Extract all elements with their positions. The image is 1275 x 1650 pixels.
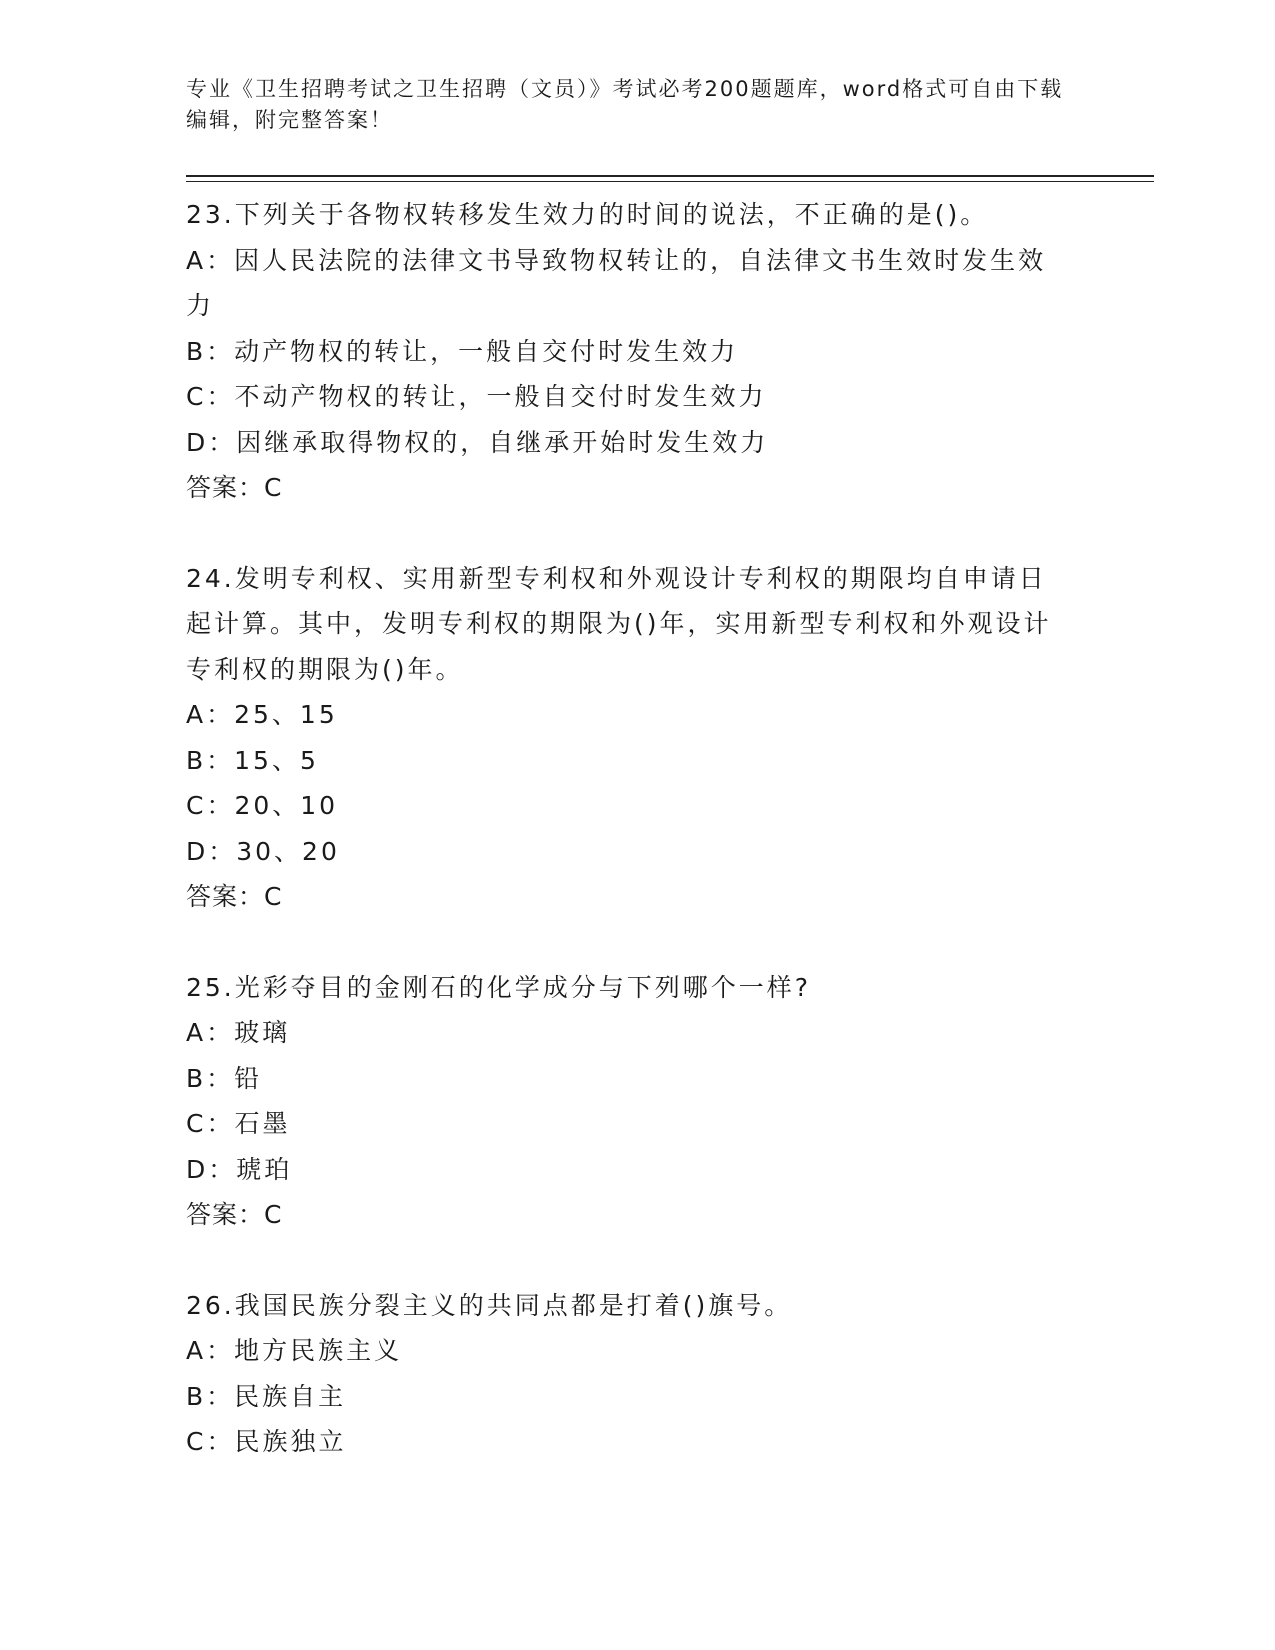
header-divider-thin bbox=[186, 181, 1154, 182]
option-b: B：民族自主 bbox=[186, 1381, 347, 1411]
option-d: D：30、20 bbox=[186, 836, 340, 866]
question-26 bbox=[186, 1283, 1086, 1465]
answer-line: 答案：C bbox=[186, 1200, 283, 1229]
question-spacer bbox=[186, 511, 1086, 556]
option-d: D：琥珀 bbox=[186, 1154, 293, 1184]
option-b: B：15、5 bbox=[186, 745, 319, 775]
option-a: A：因人民法院的法律文书导致物权转让的，自法律文书生效时发生效力 bbox=[186, 245, 1047, 320]
question-23 bbox=[186, 192, 1086, 511]
question-spacer bbox=[186, 1238, 1086, 1283]
option-b: B：动产物权的转让，一般自交付时发生效力 bbox=[186, 336, 739, 366]
option-c: C：民族独立 bbox=[186, 1427, 347, 1456]
option-a: A：玻璃 bbox=[186, 1018, 291, 1047]
answer-line: 答案：C bbox=[186, 882, 283, 911]
option-c: C：石墨 bbox=[186, 1109, 291, 1138]
question-stem: 25.光彩夺目的金刚石的化学成分与下列哪个一样? bbox=[186, 972, 812, 1002]
option-a: A：地方民族主义 bbox=[186, 1336, 403, 1365]
answer-line: 答案：C bbox=[186, 473, 283, 502]
question-spacer bbox=[186, 920, 1086, 965]
option-b: B：铅 bbox=[186, 1063, 263, 1093]
question-list bbox=[186, 192, 1086, 1465]
question-stem: 24.发明专利权、实用新型专利权和外观设计专利权的期限均自申请日起计算。其中，发明专利权的期限为()年，实用新型专利权和外观设计专利权的期限为()年。 bbox=[186, 563, 1052, 684]
option-d: D：因继承取得物权的，自继承开始时发生效力 bbox=[186, 427, 769, 457]
question-24 bbox=[186, 556, 1086, 920]
question-stem: 23.下列关于各物权转移发生效力的时间的说法，不正确的是()。 bbox=[186, 200, 989, 229]
option-a: A：25、15 bbox=[186, 700, 338, 729]
question-25 bbox=[186, 965, 1086, 1238]
option-c: C：不动产物权的转让，一般自交付时发生效力 bbox=[186, 382, 767, 411]
header-divider-thick bbox=[186, 175, 1154, 177]
document-header: 专业《卫生招聘考试之卫生招聘（文员）》考试必考200题题库，word格式可自由下载编辑，附完整答案！ bbox=[186, 77, 1064, 132]
question-stem: 26.我国民族分裂主义的共同点都是打着()旗号。 bbox=[186, 1290, 793, 1320]
option-c: C：20、10 bbox=[186, 791, 339, 820]
